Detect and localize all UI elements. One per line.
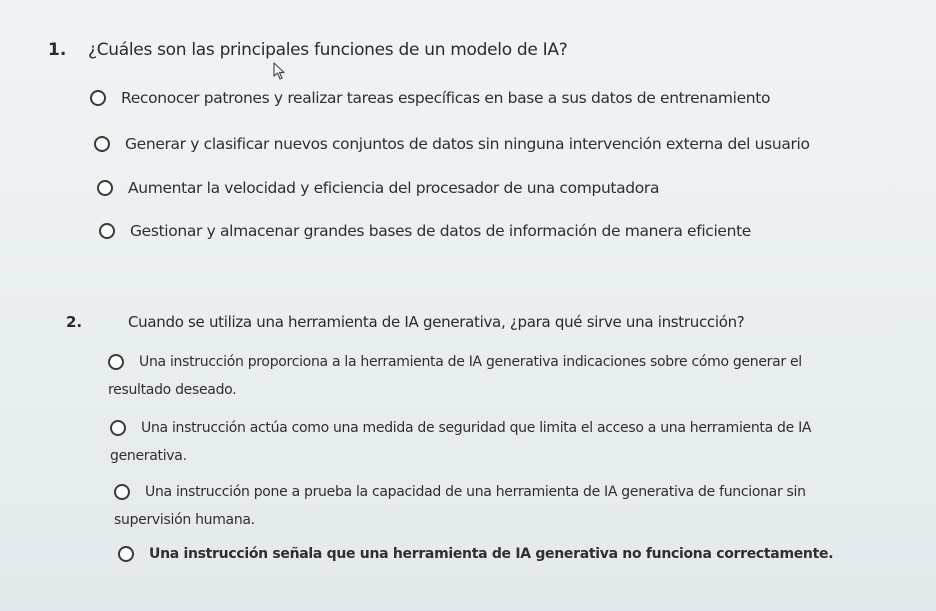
question-2-option-2[interactable] — [110, 414, 866, 470]
question-2-option-4[interactable] — [118, 540, 859, 568]
radio-unselected-icon[interactable] — [90, 90, 106, 106]
option-label: Gestionar y almacenar grandes bases de datos de información de manera eficiente — [130, 222, 751, 240]
option-label — [108, 348, 869, 404]
question-1-title: ¿Cuáles son las principales funciones de un modelo de IA? — [88, 40, 568, 60]
radio-unselected-icon[interactable] — [108, 354, 124, 370]
option-label-line-2: resultado deseado. — [108, 382, 237, 398]
question-2-option-3[interactable] — [114, 478, 861, 534]
question-1-option-2[interactable] — [94, 134, 810, 154]
option-label: Reconocer patrones y realizar tareas específicas en base a sus datos de entrenamiento — [121, 89, 771, 107]
radio-unselected-icon[interactable] — [110, 420, 126, 436]
option-label — [149, 540, 859, 568]
question-1-number: 1. — [48, 40, 67, 60]
radio-unselected-icon[interactable] — [118, 546, 134, 562]
question-1-option-4[interactable] — [99, 221, 751, 241]
question-1-option-3[interactable] — [97, 178, 659, 198]
option-label-line-2: generativa. — [110, 448, 187, 464]
option-label: Aumentar la velocidad y eficiencia del procesador de una computadora — [128, 179, 660, 197]
option-label — [114, 478, 861, 534]
question-1-option-1[interactable] — [90, 88, 770, 108]
option-label — [110, 414, 866, 470]
radio-unselected-icon[interactable] — [97, 180, 113, 196]
option-label-line-1: Una instrucción actúa como una medida de seguridad que limita el acceso a una herramienta de IA — [141, 420, 812, 436]
option-label-line-1: Una instrucción proporciona a la herramienta de IA generativa indicaciones sobre cómo generar el — [139, 354, 802, 370]
option-label-line-2: supervisión humana. — [114, 512, 255, 528]
option-label: Generar y clasificar nuevos conjuntos de datos sin ninguna intervención externa del usuario — [125, 135, 810, 153]
question-2-title: Cuando se utiliza una herramienta de IA generativa, ¿para qué sirve una instrucción? — [128, 313, 745, 331]
option-label-line-1: Una instrucción pone a prueba la capacidad de una herramienta de IA generativa de funcionar sin — [145, 484, 806, 500]
option-label-line-1: Una instrucción señala que una herramienta de IA generativa no funciona correctamente. — [149, 546, 834, 562]
radio-unselected-icon[interactable] — [114, 484, 130, 500]
question-2-number: 2. — [66, 313, 83, 331]
question-1-header — [48, 40, 567, 60]
question-2-header — [66, 312, 744, 332]
mouse-pointer-icon — [273, 62, 287, 80]
question-2-option-1[interactable] — [108, 348, 869, 404]
radio-unselected-icon[interactable] — [94, 136, 110, 152]
radio-unselected-icon[interactable] — [99, 223, 115, 239]
